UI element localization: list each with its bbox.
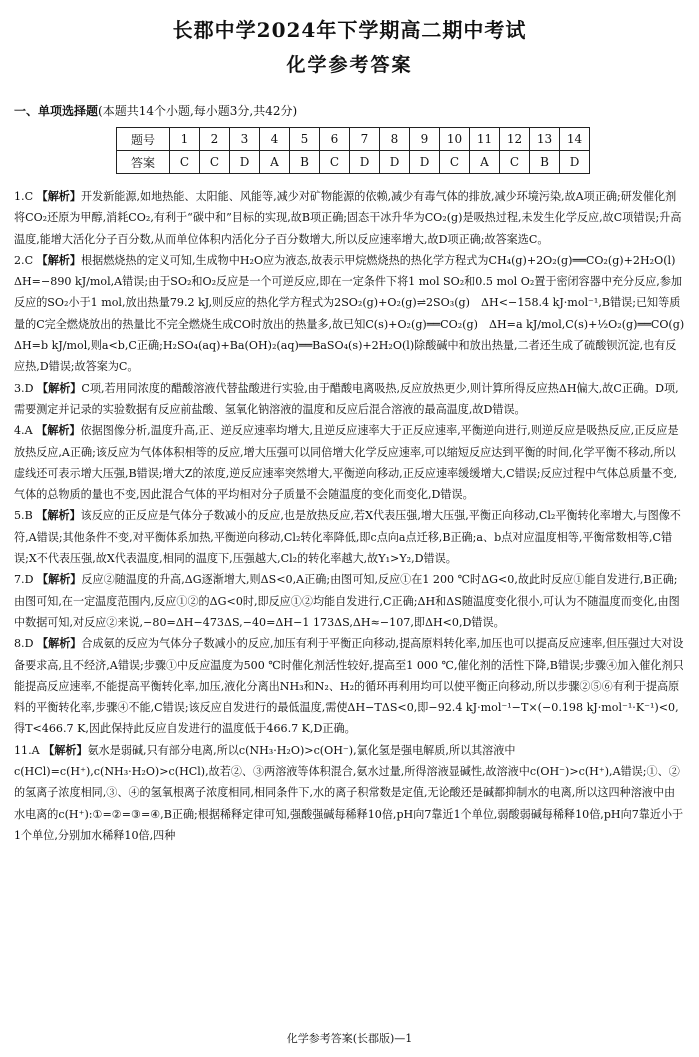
answer-cell: D bbox=[350, 151, 380, 174]
explanation-number: 3.D bbox=[14, 381, 34, 395]
explanation-tag: 【解析】 bbox=[36, 424, 81, 438]
answer-cell: C bbox=[500, 151, 530, 174]
question-number: 10 bbox=[440, 128, 470, 151]
answer-cell: D bbox=[380, 151, 410, 174]
question-number: 2 bbox=[200, 128, 230, 151]
explanation-tag: 【解析】 bbox=[43, 743, 88, 757]
explanation-tag: 【解析】 bbox=[36, 509, 81, 523]
explanation-item bbox=[14, 250, 696, 378]
question-number: 3 bbox=[230, 128, 260, 151]
page-subtitle: 化学参考答案 bbox=[286, 54, 413, 76]
explanation-number: 7.D bbox=[14, 573, 34, 587]
explanation-text: 合成氨的反应为气体分子数减小的反应,加压有利于平衡正向移动,提高原料转化率,加压也可以提高反应速率,但压强过大对设备要求高,且不经济,A错误;步骤①中反应温度为500 ℃时催化剂活性较好,提高至1 000 ℃,催化剂的活性下降,B错误;步骤④加入催化剂只能提高反应速率,不能提高平衡转化率,加压,液化分离出NH₃和N₂、H₂的循环再利用均可以使平衡正向移动,所以步骤②⑤⑥有利于提高原料的平衡转化率,步骤④不能,C错误;该反应自发进行的最低温度,需使ΔH−TΔS<0,即−92.4 kJ·mol⁻¹−T×(−0.198 kJ·mol⁻¹·K⁻¹)<0,得T<466.7 K,因此保持此反应自发进行的温度低于466.7 K,D正确。 bbox=[14, 637, 684, 736]
explanation-text: 根据燃烧热的定义可知,生成物中H₂O应为液态,故表示甲烷燃烧热的热化学方程式为CH₄(g)+2O₂(g)══CO₂(g)+2H₂O(l) ΔH=−890 kJ/mol,A错误;由于SO₂和O₂反应是一个可逆反应,即在一定条件下将1 mol SO₂和0.5 mol O₂置于密闭容器中充分反应,参加反应的SO₂小于1 mol,放出热量79.2 kJ,则反应的热化学方程式为2SO₂(g)+O₂(g)⇌2SO₃(g) ΔH<−158.4 kJ·mol⁻¹,B错误;已知等质量的C完全燃烧放出的热量比不完全燃烧生成CO时放出的热量多,故已知C(s)+O₂(g)══CO₂(g) ΔH=a kJ/mol,C(s)+½O₂(g)══CO(g) ΔH=b kJ/mol,则a<b,C正确;H₂SO₄(aq)+Ba(OH)₂(aq)══BaSO₄(s)+2H₂O(l)除酸碱中和放出热量,二者还生成了硫酸钡沉淀,也有反应热,D错误;故答案为C。 bbox=[14, 253, 696, 374]
answer-cell: D bbox=[230, 151, 260, 174]
explanation-item bbox=[14, 505, 686, 569]
answer-cell: C bbox=[170, 151, 200, 174]
row-label-answer: 答案 bbox=[117, 151, 170, 174]
explanation-item bbox=[14, 569, 686, 633]
explanation-number: 8.D bbox=[14, 637, 34, 651]
question-number: 1 bbox=[170, 128, 200, 151]
answer-cell: B bbox=[530, 151, 560, 174]
question-number: 8 bbox=[380, 128, 410, 151]
answer-cell: B bbox=[290, 151, 320, 174]
answer-cell: A bbox=[470, 151, 500, 174]
section-title: 一、单项选择题 bbox=[14, 104, 99, 118]
question-number: 4 bbox=[260, 128, 290, 151]
question-number: 13 bbox=[530, 128, 560, 151]
section-heading bbox=[14, 102, 297, 119]
explanation-text: C项,若用同浓度的醋酸溶液代替盐酸进行实验,由于醋酸电离吸热,反应放热更少,则计算所得反应热ΔH偏大,故C正确。D项,需要测定并记录的实验数据有反应前盐酸、氢氧化钠溶液的温度和反应后混合溶液的最高温度,故D错误。 bbox=[14, 381, 679, 416]
explanation-item bbox=[14, 740, 686, 846]
question-number: 5 bbox=[290, 128, 320, 151]
section-note: (本题共14个小题,每小题3分,共42分) bbox=[98, 104, 298, 118]
page-title: 长郡中学2024年下学期高二期中考试 bbox=[172, 18, 527, 42]
explanation-tag: 【解析】 bbox=[36, 253, 81, 267]
question-number: 12 bbox=[500, 128, 530, 151]
answer-table bbox=[116, 127, 590, 174]
question-number: 6 bbox=[320, 128, 350, 151]
explanation-text: 反应②随温度的升高,ΔG逐渐增大,则ΔS<0,A正确;由图可知,反应①在1 200 ℃时ΔG<0,故此时反应①能自发进行,B正确;由图可知,在一定温度范围内,反应①②的ΔG<0时,即反应①②均能自发进行,C正确;ΔH和ΔS随温度变化很小,可认为不随温度而变化,由图中数据可知,对反应②来说,−80=ΔH−473ΔS,−40=ΔH−1 173ΔS,ΔH≈−107,即ΔH<0,D错误。 bbox=[14, 573, 680, 629]
explanation-tag: 【解析】 bbox=[37, 637, 82, 651]
row-label-number: 题号 bbox=[117, 128, 170, 151]
answer-cell: C bbox=[320, 151, 350, 174]
explanation-number: 4.A bbox=[14, 424, 33, 438]
question-number: 7 bbox=[350, 128, 380, 151]
answer-cell: D bbox=[410, 151, 440, 174]
explanation-text: 依据图像分析,温度升高,正、逆反应速率均增大,且逆反应速率大于正反应速率,平衡逆向进行,则逆反应是吸热反应,正反应是放热反应,A正确;该反应为气体体积相等的反应,增大压强可以同倍增大化学反应速率,可以缩短反应达到平衡的时间,化学平衡不移动,所以虚线还可表示增大压强,B错误;增大Z的浓度,逆反应速率突然增大,平衡逆向移动,正反应速率缓缓增大,C错误;反应过程中气体总质量不变,气体的总物质的量也不变,因此混合气体的平均相对分子质量不会随温度的变化而变化,D错误。 bbox=[14, 424, 679, 502]
answer-table-answer-row bbox=[117, 151, 590, 174]
answer-table-number-row bbox=[117, 128, 590, 151]
question-number: 14 bbox=[560, 128, 590, 151]
explanation-item bbox=[14, 378, 686, 421]
answer-cell: C bbox=[440, 151, 470, 174]
question-number: 9 bbox=[410, 128, 440, 151]
answer-cell: A bbox=[260, 151, 290, 174]
explanation-tag: 【解析】 bbox=[37, 381, 82, 395]
explanation-item bbox=[14, 420, 686, 505]
explanation-text: 该反应的正反应是气体分子数减小的反应,也是放热反应,若X代表压强,增大压强,平衡正向移动,Cl₂平衡转化率增大,与图像不符,A错误;其他条件不变,对平衡体系加热,平衡逆向移动,Cl₂转化率降低,即c点向a点迁移,B正确;a、b点对应温度相等,平衡常数相等,C错误;X不代表压强,故X代表温度,相同的温度下,压强越大,Cl₂的转化率越大,故Y₁>Y₂,D错误。 bbox=[14, 509, 681, 566]
explanation-tag: 【解析】 bbox=[37, 573, 82, 587]
explanation-number: 1.C bbox=[14, 190, 34, 203]
explanation-text: 开发新能源,如地热能、太阳能、风能等,减少对矿物能源的依赖,减少有毒气体的排放,减少环境污染,故A项正确;研发催化剂将CO₂还原为甲醇,消耗CO₂,有利于“碳中和”目标的实现,故B项正确;固态干冰升华为CO₂(g)是吸热过程,未发生化学反应,故C项错误;升高温度,能增大活化分子百分数,从而单位体积内活化分子百分数增大,所以反应速率增大,故D项正确;故答案选C。 bbox=[14, 190, 682, 246]
explanation-number: 5.B bbox=[14, 509, 33, 523]
explanation-item bbox=[14, 186, 686, 250]
explanation-tag: 【解析】 bbox=[36, 190, 81, 203]
explanation-item bbox=[14, 633, 686, 739]
answer-cell: C bbox=[200, 151, 230, 174]
answer-cell: D bbox=[560, 151, 590, 174]
page-footer: 化学参考答案(长郡版)—1 bbox=[286, 1032, 413, 1045]
explanation-number: 2.C bbox=[14, 253, 34, 267]
explanation-number: 11.A bbox=[14, 743, 40, 757]
question-number: 11 bbox=[470, 128, 500, 151]
explanations bbox=[14, 186, 696, 846]
explanation-text: 氨水是弱碱,只有部分电离,所以c(NH₃·H₂O)>c(OH⁻),氯化氢是强电解质,所以其溶液中c(HCl)=c(H⁺),c(NH₃·H₂O)>c(HCl),故若②、③两溶液等体积混合,氨水过量,所得溶液显碱性,故溶液中c(OH⁻)>c(H⁺),A错误;①、②的氢离子浓度相同,③、④的氢氧根离子浓度相同,相同条件下,水的离子积常数是定值,无论酸还是碱都抑制水的电离,所以这四种溶液中由水电离的c(H⁺):①=②=③=④,B正确;根据稀释定律可知,强酸强碱每稀释10倍,pH向7靠近1个单位,弱酸弱碱每稀释10倍,pH向7靠近小于1个单位,分别加水稀释10倍,四种 bbox=[14, 743, 684, 842]
